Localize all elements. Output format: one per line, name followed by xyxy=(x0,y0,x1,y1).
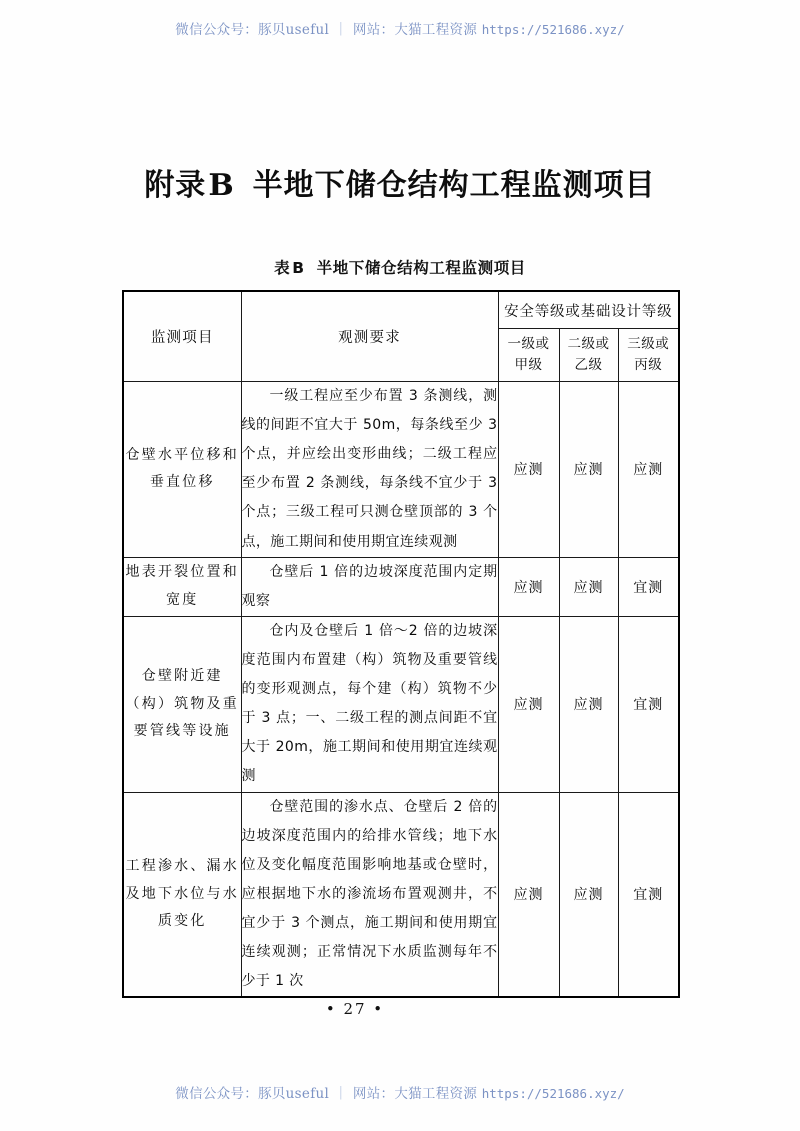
grade-2-line-1: 二级或 xyxy=(567,336,610,353)
row-item-label: 地表开裂位置和宽度 xyxy=(123,557,241,616)
column-header-item: 监测项目 xyxy=(123,291,241,382)
table-row xyxy=(123,382,679,558)
watermark-wechat-label: 微信公众号：豚贝useful xyxy=(175,1086,330,1102)
table-caption-prefix: 表 xyxy=(274,259,291,277)
row-grade-2-value: 应测 xyxy=(559,382,618,558)
row-requirement-text: 仓壁后 1 倍的边坡深度范围内定期观察 xyxy=(241,557,498,616)
column-header-grade-1 xyxy=(498,329,559,382)
row-item-label: 仓壁水平位移和垂直位移 xyxy=(123,382,241,558)
monitoring-table-wrapper xyxy=(122,290,678,998)
watermark-url: https://521686.xyz/ xyxy=(481,1086,625,1101)
table-caption-letter: B xyxy=(292,259,305,277)
grade-3-line-2: 丙级 xyxy=(634,357,663,373)
grade-3-line-1: 三级或 xyxy=(627,336,670,353)
row-requirement-text: 一级工程应至少布置 3 条测线，测线的间距不宜大于 50m，每条线至少 3 个点，并应绘出变形曲线；二级工程应至少布置 2 条测线，每条线不宜少于 3 个点；三级工程可只测仓壁顶部的 3 个点，施工期间和使用期宜连续观测 xyxy=(241,382,498,558)
table-row xyxy=(123,557,679,616)
grade-1-line-2: 甲级 xyxy=(514,357,543,373)
monitoring-table xyxy=(122,290,680,998)
watermark-site-label: 网站：大猫工程资源 xyxy=(352,22,478,38)
column-header-requirement: 观测要求 xyxy=(241,291,498,382)
table-row xyxy=(123,792,679,997)
appendix-title-text: 半地下储仓结构工程监测项目 xyxy=(252,168,656,203)
watermark-separator: ｜ xyxy=(334,22,348,38)
appendix-prefix: 附录 xyxy=(144,168,207,203)
row-grade-2-value: 应测 xyxy=(559,616,618,792)
table-caption xyxy=(0,256,800,278)
row-item-label: 仓壁附近建（构）筑物及重要管线等设施 xyxy=(123,616,241,792)
page-title xyxy=(0,160,800,204)
row-grade-1-value: 应测 xyxy=(498,616,559,792)
watermark-url: https://521686.xyz/ xyxy=(481,22,625,37)
table-header-row-1 xyxy=(123,291,679,329)
row-grade-1-value: 应测 xyxy=(498,557,559,616)
row-grade-2-value: 应测 xyxy=(559,557,618,616)
row-grade-1-value: 应测 xyxy=(498,792,559,997)
row-requirement-text: 仓壁范围的渗水点、仓壁后 2 倍的边坡深度范围内的给排水管线；地下水位及变化幅度范围影响地基或仓壁时，应根据地下水的渗流场布置观测井，不宜少于 3 个测点，施工期间和使用期宜连续观测；正常情况下水质监测每年不少于 1 次 xyxy=(241,792,498,997)
row-requirement-text: 仓内及仓壁后 1 倍～2 倍的边坡深度范围内布置建（构）筑物及重要管线的变形观测点，每个建（构）筑物不少于 3 点；一、二级工程的测点间距不宜大于 20m，施工期间和使用期宜连续观测 xyxy=(241,616,498,792)
watermark-header xyxy=(0,18,800,38)
table-caption-text: 半地下储仓结构工程监测项目 xyxy=(316,259,526,277)
column-header-grade-2 xyxy=(559,329,618,382)
row-grade-3-value: 应测 xyxy=(618,382,679,558)
row-item-label: 工程渗水、漏水及地下水位与水质变化 xyxy=(123,792,241,997)
column-header-grade-group: 安全等级或基础设计等级 xyxy=(498,291,679,329)
grade-2-line-2: 乙级 xyxy=(574,357,603,373)
grade-1-line-1: 一级或 xyxy=(507,336,550,353)
row-grade-3-value: 宜测 xyxy=(618,557,679,616)
watermark-site-label: 网站：大猫工程资源 xyxy=(352,1086,478,1102)
table-body xyxy=(123,382,679,998)
row-grade-1-value: 应测 xyxy=(498,382,559,558)
table-head xyxy=(123,291,679,382)
row-grade-3-value: 宜测 xyxy=(618,792,679,997)
row-grade-3-value: 宜测 xyxy=(618,616,679,792)
watermark-footer xyxy=(0,1082,800,1102)
column-header-grade-3 xyxy=(618,329,679,382)
row-grade-2-value: 应测 xyxy=(559,792,618,997)
watermark-wechat-label: 微信公众号：豚贝useful xyxy=(175,22,330,38)
appendix-letter: B xyxy=(208,168,235,203)
table-row xyxy=(123,616,679,792)
watermark-separator: ｜ xyxy=(334,1086,348,1102)
page-number: • 27 • xyxy=(325,1000,385,1018)
